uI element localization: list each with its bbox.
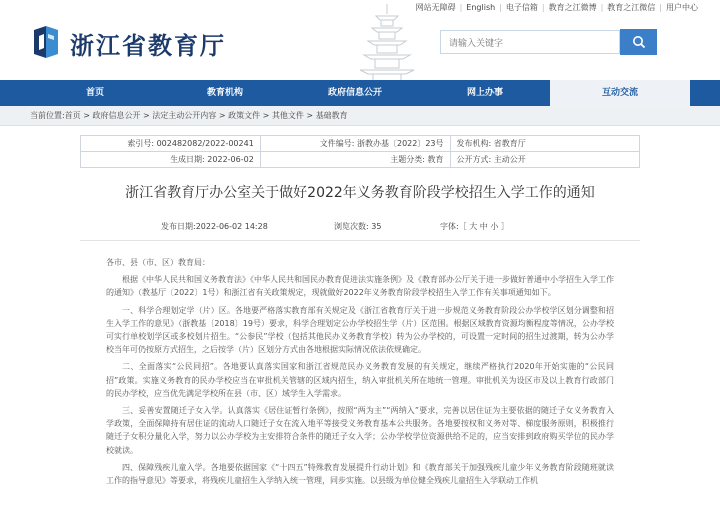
breadcrumb-home[interactable]: 首页	[64, 111, 81, 120]
top-link-accessibility[interactable]: 网站无障碍	[415, 3, 456, 12]
top-links	[416, 2, 698, 13]
table-row	[81, 152, 640, 168]
site-header	[0, 14, 720, 80]
paragraph: 根据《中华人民共和国义务教育法》《中华人民共和国民办教育促进法实施条例》及《教育部办公厅关于进一步做好普通中小学招生入学工作的通知》（教基厅〔2022〕1号）和浙江省有关政策规定，现就做好2022年义务教育阶段学校招生入学工作有关事项通知如下。	[106, 275, 614, 298]
nav-education-institutions[interactable]: 教育机构	[206, 88, 243, 98]
breadcrumb-separator: >	[303, 111, 316, 120]
separator: |	[499, 3, 502, 12]
font-size-switcher[interactable]: 字体:［ 大 中 小 ］	[440, 222, 509, 231]
table-row	[81, 136, 640, 152]
meta-publicity: 公开方式: 主动公开	[450, 152, 639, 168]
search-input[interactable]	[441, 33, 619, 55]
top-link-email[interactable]: 电子信箱	[505, 3, 538, 12]
salutation: 各市、县（市、区）教育局：	[106, 258, 210, 267]
breadcrumb-prefix: 当前位置:	[30, 111, 65, 120]
view-count: 浏览次数: 35	[334, 222, 382, 231]
separator: |	[600, 3, 604, 12]
meta-category: 主题分类: 教育	[260, 152, 450, 168]
breadcrumb	[0, 106, 720, 126]
breadcrumb-separator: >	[80, 111, 93, 120]
breadcrumb-separator: >	[140, 111, 153, 120]
separator: |	[459, 3, 463, 12]
article-title: 浙江省教育厅办公室关于做好2022年义务教育阶段学校招生入学工作的通知	[125, 185, 595, 201]
paragraph: 三、妥善安置随迁子女入学。认真落实《居住证暂行条例》，按照“两为主”“两纳入”要求，完善以居住证为主要依据的随迁子女义务教育入学政策，全面保障持有居住证的流动人口随迁子女在流入地平等接受义务教育基本公共服务。各地要按权和义务对等、梯度服务原则，积极推行随迁子女积分量化入学，努力以公办学校为主安排符合条件的随迁子女入学；公办学校学位资源供给不足的，应当安排到政府购买学位的民办学校就读。	[106, 406, 614, 455]
breadcrumb-statutory[interactable]: 法定主动公开内容	[152, 111, 217, 120]
publish-date: 发布日期:2022-06-02 14:28	[161, 222, 268, 231]
site-title[interactable]: 浙江省教育厅	[70, 31, 226, 60]
nav-online-services[interactable]: 网上办事	[466, 88, 503, 98]
article-body	[106, 256, 614, 491]
search-box	[440, 30, 620, 54]
breadcrumb-separator: >	[260, 111, 272, 120]
paragraph: 一、科学合理划定学（片）区。各地要严格落实教育部有关规定及《浙江省教育厅关于进一步规范义务教育阶段公办学校学区划分调整和招生入学工作的意见》（浙教基〔2018〕19号）要求，科学合理划定公办学校招生学（片）区范围。根据区域教育资源均衡程度等情况，公办学校可实行单校划学区或多校划片招生。“公参民”学校（包括其他民办义务教育学校）转为公办学校的，可设置一定时间的招生过渡期，转为公办学校当年可仍按原方式招生，之后按学（片）区划分方式由各地根据实际情况依法依规确定。	[106, 305, 614, 355]
meta-created: 生成日期: 2022-06-02	[81, 152, 261, 168]
separator: |	[541, 3, 545, 12]
breadcrumb-basic-education[interactable]: 基础教育	[315, 111, 348, 120]
document-meta-table	[80, 135, 640, 168]
meta-doc-no: 文件编号: 浙教办基〔2022〕23号	[260, 136, 450, 152]
breadcrumb-gov-info[interactable]: 政府信息公开	[92, 111, 141, 120]
top-link-weibo[interactable]: 教育之江微博	[548, 3, 597, 12]
paragraph: 二、全面落实“公民同招”。各地要认真落实国家和浙江省规范民办义务教育发展的有关规定，继续严格执行2020年开始实施的“公民同招”政策。实施义务教育的民办学校应当在审批机关管辖的区域内招生，纳入审批机关所在地统一管理。审批机关为设区市及以上教育行政部门的民办学校，应当优先满足学校所在县（市、区）域学生入学需求。	[106, 362, 614, 398]
breadcrumb-other[interactable]: 其他文件	[271, 111, 304, 120]
nav-home[interactable]: 首页	[85, 88, 104, 98]
site-logo-icon[interactable]	[30, 24, 62, 62]
meta-issuer: 发布机构: 省教育厅	[450, 136, 639, 152]
pagoda-decoration-icon	[332, 4, 442, 84]
nav-government-info[interactable]: 政府信息公开	[327, 88, 382, 98]
meta-index-no: 索引号: 002482082/2022-00241	[81, 136, 261, 152]
nav-interaction[interactable]: 互动交流	[550, 80, 690, 106]
paragraph: 四、保障残疾儿童入学。各地要依据国家《“十四五”特殊教育发展提升行动计划》和《教育部关于加强残疾儿童少年义务教育阶段随班就读工作的指导意见》等要求，将残疾儿童招生入学纳入统一管理，同步实施。以县级为单位健全残疾儿童招生入学联动工作机	[106, 462, 614, 486]
breadcrumb-separator: >	[216, 111, 229, 120]
top-link-english[interactable]: English	[466, 3, 496, 12]
breadcrumb-policy[interactable]: 政策文件	[228, 111, 261, 120]
divider	[80, 240, 640, 241]
top-link-wechat[interactable]: 教育之江微信	[607, 3, 656, 12]
search-button[interactable]	[620, 29, 657, 55]
search-icon	[632, 35, 646, 49]
top-link-user-center[interactable]: 用户中心	[666, 3, 698, 12]
main-nav	[0, 80, 720, 106]
separator: |	[659, 3, 662, 12]
